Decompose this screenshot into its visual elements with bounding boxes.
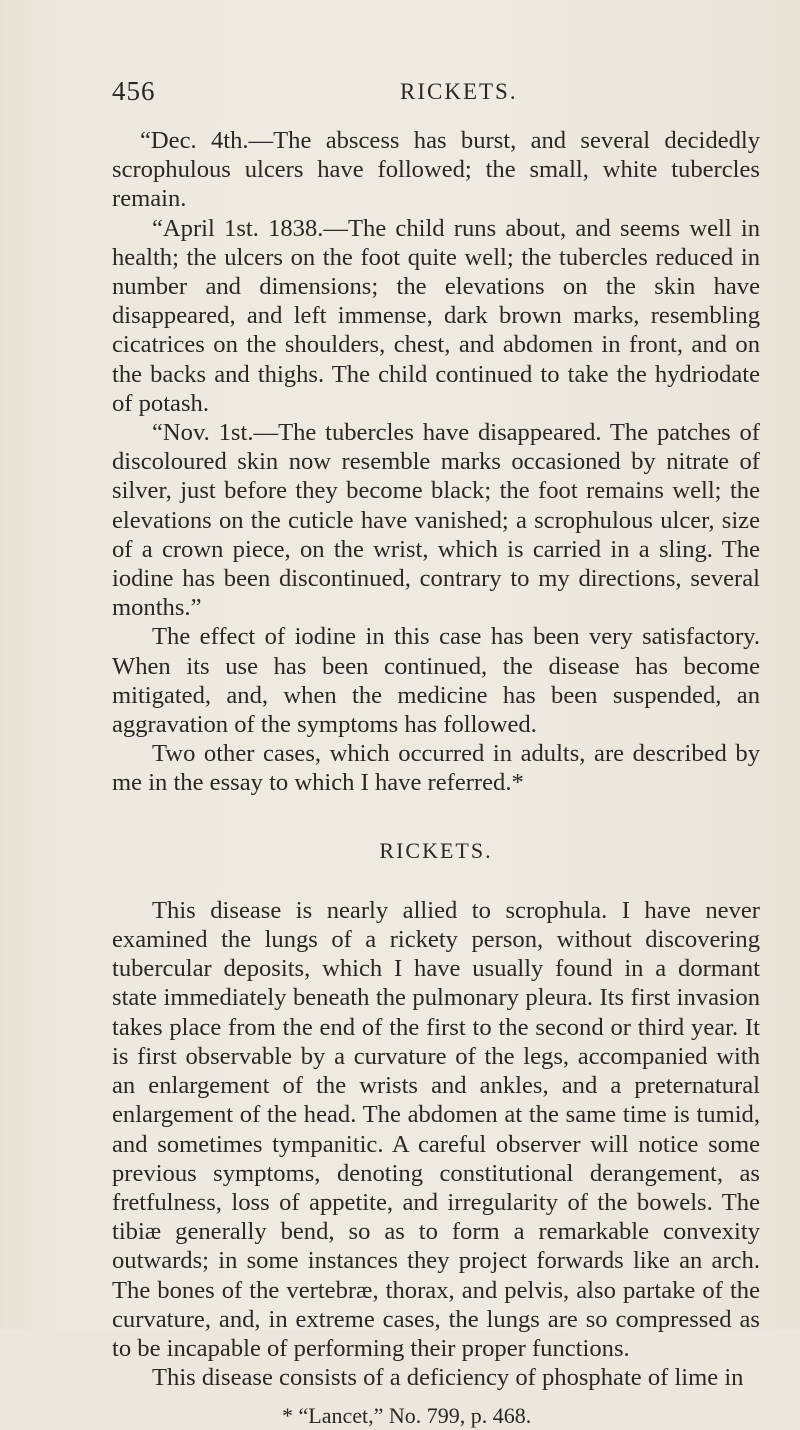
paragraph-nov-1st: “Nov. 1st.—The tubercles have disappeared. The patches of discoloured skin now resemble marks occasioned by nitrate of silver, just before they become black; the foot remains well; the elevations on the cuticle have vanished; a scrophulous ulcer, size of a crown piece, on the wrist, which is carried in a sling. The iodine has been discontinued, contrary to my directions, several months.” <box>112 419 760 622</box>
page-header <box>112 76 760 112</box>
section-title: RICKETS. <box>379 837 493 863</box>
paragraph-iodine-effect: The effect of iodine in this case has been very satisfactory. When its use has been continued, the disease has become mitigated, and, when the medicine has been suspended, an aggravation of the symptoms has followed. <box>112 623 760 739</box>
paragraph-dec-4th: “Dec. 4th.—The abscess has burst, and several decidedly scrophulous ulcers have followed; the small, white tubercles remain. <box>112 127 760 213</box>
page-number: 456 <box>112 76 156 106</box>
paragraph-rickets-description: This disease is nearly allied to scrophula. I have never examined the lungs of a rickety person, without discovering tubercular deposits, which I have usually found in a dormant state immediately beneath the pulmonary pleura. Its first invasion takes place from the end of the first to the second or third year. It is first observable by a curvature of the legs, accompanied with an enlargement of the wrists and ankles, and a preternatural enlargement of the head. The abdomen at the same time is tumid, and sometimes tympanitic. A careful observer will notice some previous symptoms, denoting constitutional derangement, as fretfulness, loss of appetite, and irregularity of the bowels. The tibiæ generally bend, so as to form a remarkable convexity outwards; in some instances they project forwards like an arch. The bones of the vertebræ, thorax, and pelvis, also partake of the curvature, and, in extreme cases, the lungs are so compressed as to be incapable of performing their proper functions. <box>112 896 760 1362</box>
paragraph-rickets-cause: This disease consists of a deficiency of phosphate of lime in <box>152 1364 744 1392</box>
footnote: * “Lancet,” No. 799, p. 468. <box>282 1403 532 1429</box>
running-head: RICKETS. <box>400 79 518 104</box>
paragraph-april-1st: “April 1st. 1838.—The child runs about, and seems well in health; the ulcers on the foot quite well; the tubercles reduced in number and dimensions; the elevations on the skin have disappeared, and left immense, dark brown marks, resembling cicatrices on the shoulders, chest, and abdomen in front, and on the backs and thighs. The child continued to take the hydriodate of potash. <box>112 214 760 417</box>
paragraph-other-cases: Two other cases, which occurred in adults, are described by me in the essay to which I have referred.* <box>112 740 760 797</box>
body-text <box>112 126 760 1430</box>
